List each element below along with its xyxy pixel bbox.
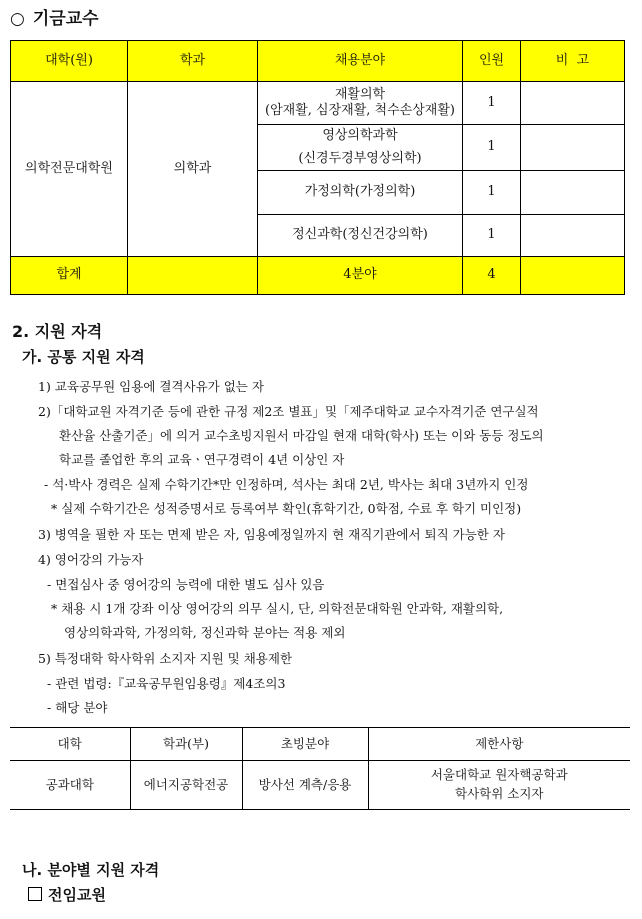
count-cell: 1: [463, 82, 521, 125]
list-item: - 해당 분야: [47, 700, 108, 715]
circle-marker-icon: ○: [10, 9, 25, 29]
list-item: 환산율 산출기준」에 의거 교수초빙지원서 마감일 현재 대학(학사) 또는 이와 동등 정도의: [59, 428, 544, 443]
field-cell: 정신과학(정신건강의학): [258, 215, 463, 257]
restriction-table: [10, 727, 630, 810]
note-cell: [521, 125, 625, 171]
list-item: 2)「대학교원 자격기준 등에 관한 규정 제2조 별표」및「제주대학교 교수자격기준 연구실적: [38, 404, 539, 419]
header-college: 대학: [10, 728, 130, 761]
list-item: - 석·박사 경력은 실제 수학기간*만 인정하며, 석사는 최대 2년, 박사는 최대 3년까지 인정: [44, 477, 529, 492]
table-row: [10, 761, 630, 810]
table-row: [11, 82, 625, 125]
subsection-item-label: 전임교원: [48, 886, 106, 904]
total-note: [521, 257, 625, 295]
field-cell: 가정의학(가정의학): [258, 171, 463, 215]
list-item: 영상의학과학, 가정의학, 정신과학 분야는 적용 제외: [64, 625, 346, 640]
list-item: 3) 병역을 필한 자 또는 면제 받은 자, 임용예정일까지 현 재직기관에서 퇴직 가능한 자: [38, 527, 505, 542]
list-item: 1) 교육공무원 임용에 결격사유가 없는 자: [38, 379, 264, 394]
header-count: 인원: [463, 41, 521, 82]
field-cell: [258, 125, 463, 171]
list-item: * 실제 수학기간은 성적증명서로 등록여부 확인(휴학기간, 0학점, 수료 후 학기 미인정): [51, 501, 522, 516]
header-college: 대학(원): [11, 41, 128, 82]
list-item: * 채용 시 1개 강좌 이상 영어강의 의무 실시, 단, 의학전문대학원 안과학, 재활의학,: [51, 601, 504, 616]
department-cell: 의학과: [128, 82, 258, 257]
field-cell: [258, 82, 463, 125]
list-item: - 관련 법령:『교육공무원임용령』제4조의3: [47, 676, 286, 691]
total-label: 합계: [11, 257, 128, 295]
recruit-table-header: [11, 41, 625, 82]
section-title-text: 기금교수: [32, 9, 99, 29]
restriction-line: 서울대학교 원자핵공학과: [430, 767, 568, 783]
note-cell: [521, 171, 625, 215]
subsection-heading: 나. 분야별 지원 자격: [22, 861, 160, 879]
list-item: - 면접심사 중 영어강의 능력에 대한 별도 심사 있음: [47, 577, 325, 592]
section-title: [10, 4, 99, 29]
header-restriction: 제한사항: [368, 728, 630, 761]
restriction-cell: [368, 761, 630, 810]
header-department: 학과(부): [130, 728, 242, 761]
total-empty: [128, 257, 258, 295]
list-item: 4) 영어강의 가능자: [38, 552, 144, 567]
field-line: (암재활, 심장재활, 척수손상재활): [265, 103, 455, 118]
total-row: [11, 257, 625, 295]
field-line: 영상의학과학: [322, 128, 398, 144]
college-cell: 의학전문대학원: [11, 82, 128, 257]
count-cell: 1: [463, 125, 521, 171]
field-line: 재활의학: [334, 86, 386, 102]
note-cell: [521, 82, 625, 125]
header-department: 학과: [128, 41, 258, 82]
subsection-heading: 가. 공통 지원 자격: [22, 348, 145, 366]
college-cell: 공과대학: [10, 761, 130, 810]
count-cell: 1: [463, 171, 521, 215]
field-line: (신경두경부영상의학): [298, 150, 422, 166]
note-cell: [521, 215, 625, 257]
count-cell: 1: [463, 215, 521, 257]
total-count: 4: [463, 257, 521, 295]
restriction-line: 학사학위 소지자: [455, 786, 544, 801]
field-cell: 방사선 계측/응용: [242, 761, 368, 810]
checkbox-square-icon: [28, 887, 42, 901]
header-field: 초빙분야: [242, 728, 368, 761]
list-item: 5) 특정대학 학사학위 소지자 지원 및 채용제한: [38, 651, 293, 666]
list-item: 학교를 졸업한 후의 교육ㆍ연구경력이 4년 이상인 자: [59, 452, 345, 467]
section-heading: 2. 지원 자격: [12, 322, 103, 341]
subsection-item: [28, 884, 106, 905]
total-field: 4분야: [258, 257, 463, 295]
recruit-table: [10, 40, 625, 295]
header-note: 비 고: [521, 41, 625, 82]
department-cell: 에너지공학전공: [130, 761, 242, 810]
header-field: 채용분야: [258, 41, 463, 82]
restriction-table-header: [10, 728, 630, 761]
